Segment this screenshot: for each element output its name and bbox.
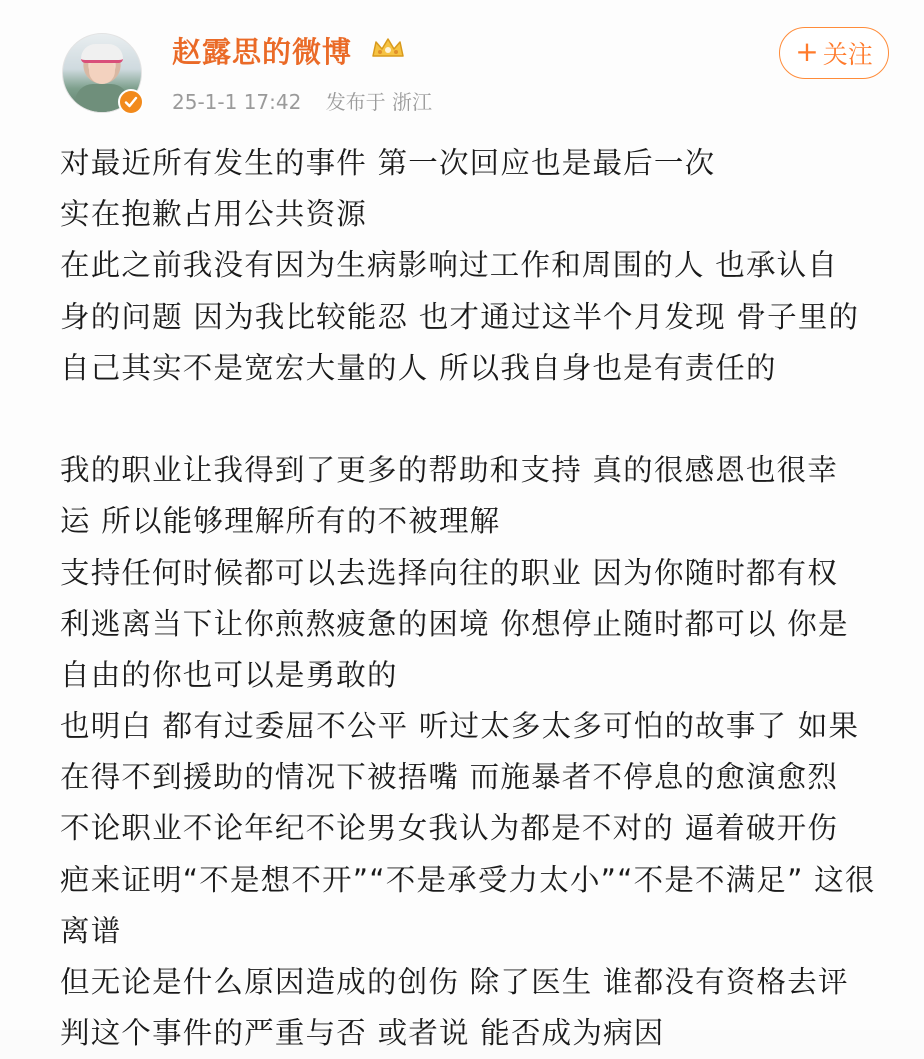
post-text-line: 也明白 都有过委屈不公平 听过太多太多可怕的故事了 如果 [60,709,860,744]
post-text-line: 运 所以能够理解所有的不被理解 [60,504,501,539]
post-text-line: 对最近所有发生的事件 第一次回应也是最后一次 [60,146,716,180]
plus-icon: + [795,35,819,68]
post-text-line: 不论职业不论年纪不论男女我认为都是不对的 逼着破开伤 [60,811,839,846]
post-content [60,138,900,1059]
post-text-line: 利逃离当下让你煎熬疲惫的困境 你想停止随时都可以 你是 [60,606,849,641]
paragraph-break [60,394,900,445]
follow-button[interactable] [779,27,889,79]
post-text-line: 实在抱歉占用公共资源 [60,197,368,232]
verified-badge-icon [118,89,144,115]
post-text-line: 自己其实不是宽宏大量的人 所以我自身也是有责任的 [60,350,777,385]
post-text-line: 支持任何时候都可以去选择向往的职业 因为你随时都有权 [60,555,839,590]
post-text-line: 判这个事件的严重与否 或者说 能否成为病因 [60,1016,665,1051]
post-text-line: 身的问题 因为我比较能忍 也才通过这半个月发现 骨子里的 [60,299,860,334]
post-timestamp: 25-1-1 17:42 [172,90,302,114]
post-text-line: 我的职业让我得到了更多的帮助和支持 真的很感恩也很幸 [60,453,839,488]
post-text-line: 离谱 [60,913,122,948]
follow-label: 关注 [822,40,873,69]
post-location: 发布于 浙江 [325,90,433,114]
username[interactable]: 赵露思的微博 [172,35,353,69]
post-meta [172,86,450,115]
post-text-line: 疤来证明“不是想不开”“不是承受力太小”“不是不满足” 这很 [60,862,876,897]
post-text-line: 但无论是什么原因造成的创伤 除了医生 谁都没有资格去评 [60,965,849,999]
avatar[interactable] [62,33,144,115]
crown-icon [370,36,406,60]
post-text-line: 自由的你也可以是勇敢的 [60,657,398,692]
post-text-line: 在此之前我没有因为生病影响过工作和周围的人 也承认自 [60,248,839,283]
post-text-line: 在得不到援助的情况下被捂嘴 而施暴者不停息的愈演愈烈 [60,760,839,795]
